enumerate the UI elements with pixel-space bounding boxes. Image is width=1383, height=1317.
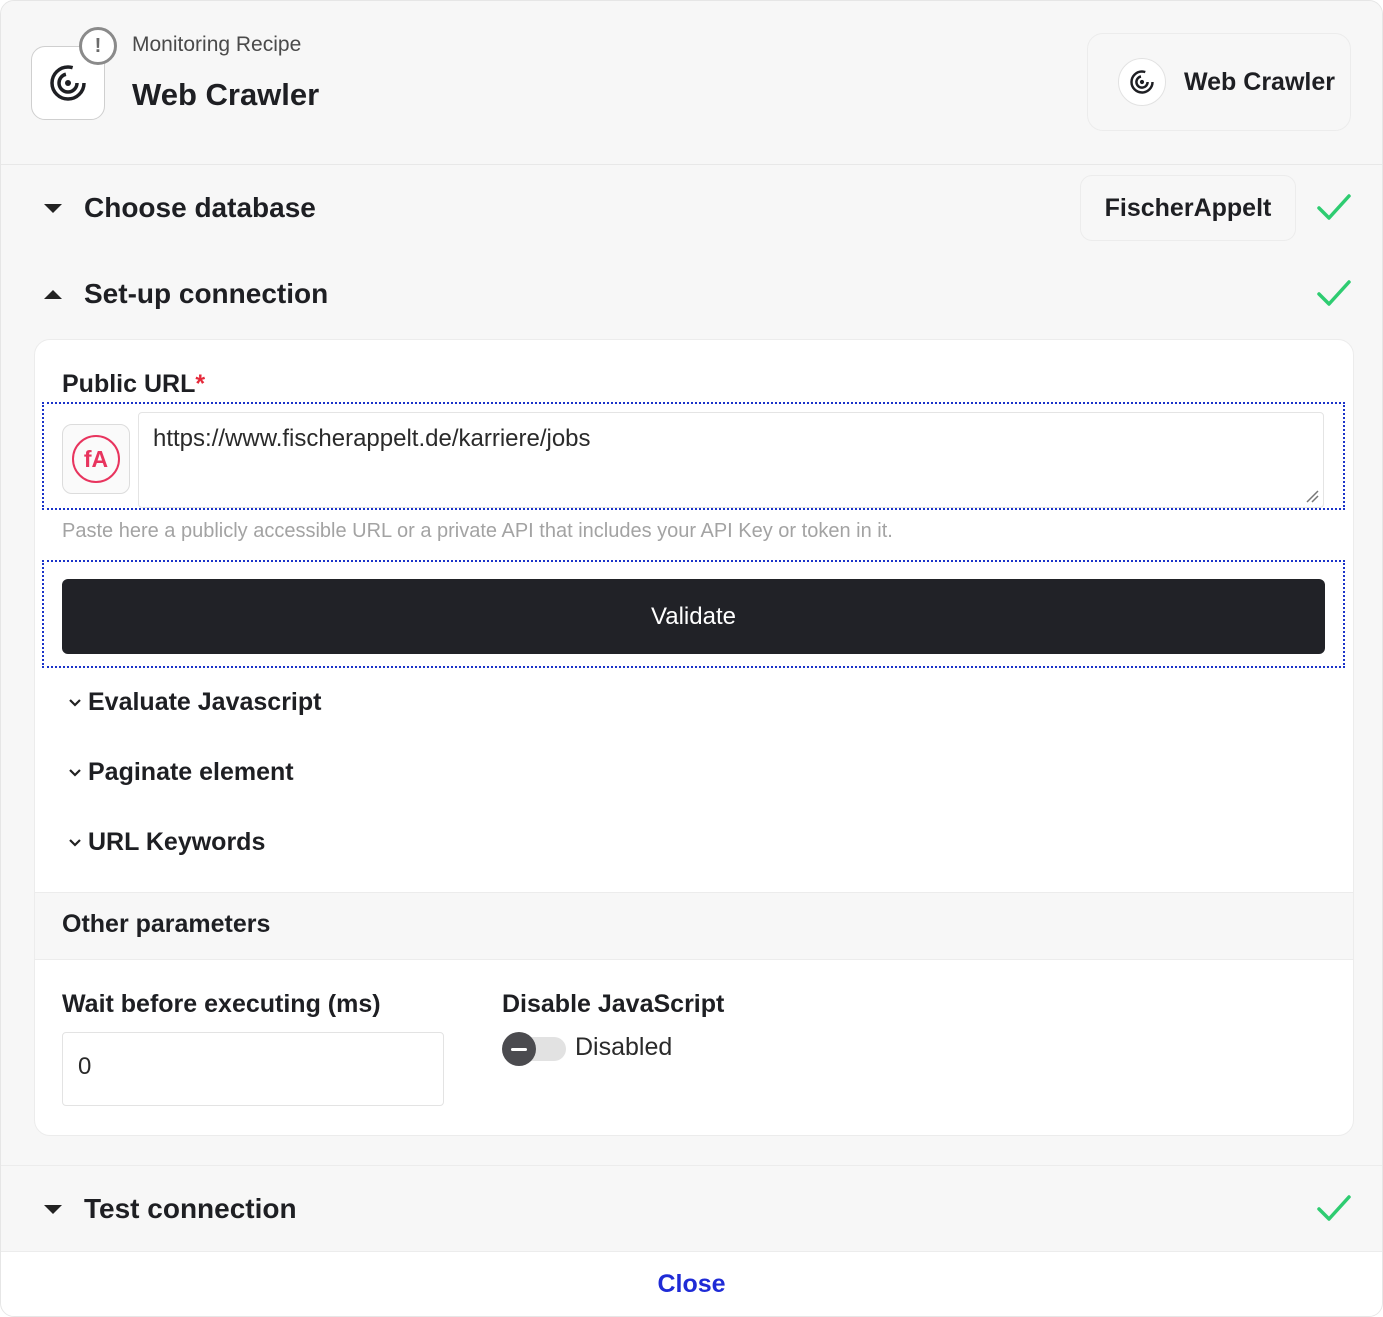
checkmark-icon	[1316, 277, 1352, 309]
chevron-down-icon	[68, 698, 82, 708]
collapsible-paginate-element[interactable]	[68, 758, 294, 787]
fa-logo-icon: fA	[72, 435, 120, 483]
crawler-swirl-icon	[1118, 58, 1166, 106]
modal-header	[1, 1, 1382, 165]
integration-chip-label: Web Crawler	[1184, 67, 1335, 96]
chevron-down-icon	[68, 838, 82, 848]
section-test-connection[interactable]	[1, 1165, 1382, 1252]
caret-down-icon	[44, 1205, 62, 1214]
collapsible-label: Paginate element	[88, 758, 294, 786]
selected-database-chip[interactable]: FischerAppelt	[1080, 175, 1296, 241]
collapsible-url-keywords[interactable]	[68, 828, 265, 857]
collapsible-label: Evaluate Javascript	[88, 688, 322, 716]
public-url-value: https://www.fischerappelt.de/karriere/jobs	[153, 425, 591, 452]
validate-button[interactable]: Validate	[62, 579, 1325, 654]
warning-icon: !	[79, 27, 117, 65]
disable-javascript-toggle[interactable]	[502, 1032, 566, 1066]
minus-icon	[502, 1032, 536, 1066]
connection-card	[34, 339, 1354, 1136]
modal-footer	[1, 1251, 1382, 1317]
section-label: Set-up connection	[84, 278, 329, 309]
crawler-swirl-icon	[48, 63, 88, 103]
section-label: Choose database	[84, 192, 316, 223]
close-button[interactable]: Close	[657, 1270, 726, 1298]
wait-before-executing-label: Wait before executing (ms)	[62, 990, 381, 1018]
chevron-down-icon	[68, 768, 82, 778]
url-help-text: Paste here a publicly accessible URL or a private API that includes your API Key or token in it.	[62, 520, 893, 542]
section-label: Test connection	[84, 1193, 297, 1224]
collapsible-label: URL Keywords	[88, 828, 266, 856]
public-url-input[interactable]	[138, 412, 1324, 508]
checkmark-icon	[1316, 191, 1352, 223]
other-parameters-title: Other parameters	[62, 910, 271, 938]
integration-chip[interactable]	[1087, 33, 1351, 131]
disable-javascript-label: Disable JavaScript	[502, 990, 725, 1018]
resize-grip-icon[interactable]	[1305, 489, 1319, 503]
toggle-state-text: Disabled	[575, 1033, 673, 1061]
section-choose-database[interactable]	[1, 165, 1382, 252]
wait-ms-input[interactable]: 0	[62, 1032, 444, 1106]
public-url-label: Public URL*	[62, 370, 206, 398]
caret-up-icon	[44, 290, 62, 299]
caret-down-icon	[44, 204, 62, 213]
required-mark: *	[195, 370, 206, 398]
page-title: Web Crawler	[132, 77, 320, 112]
section-setup-connection[interactable]	[1, 251, 1382, 337]
site-favicon	[62, 424, 130, 494]
other-parameters-header	[35, 892, 1353, 960]
recipe-subtitle: Monitoring Recipe	[132, 33, 302, 56]
collapsible-evaluate-javascript[interactable]	[68, 688, 321, 717]
checkmark-icon	[1316, 1192, 1352, 1224]
